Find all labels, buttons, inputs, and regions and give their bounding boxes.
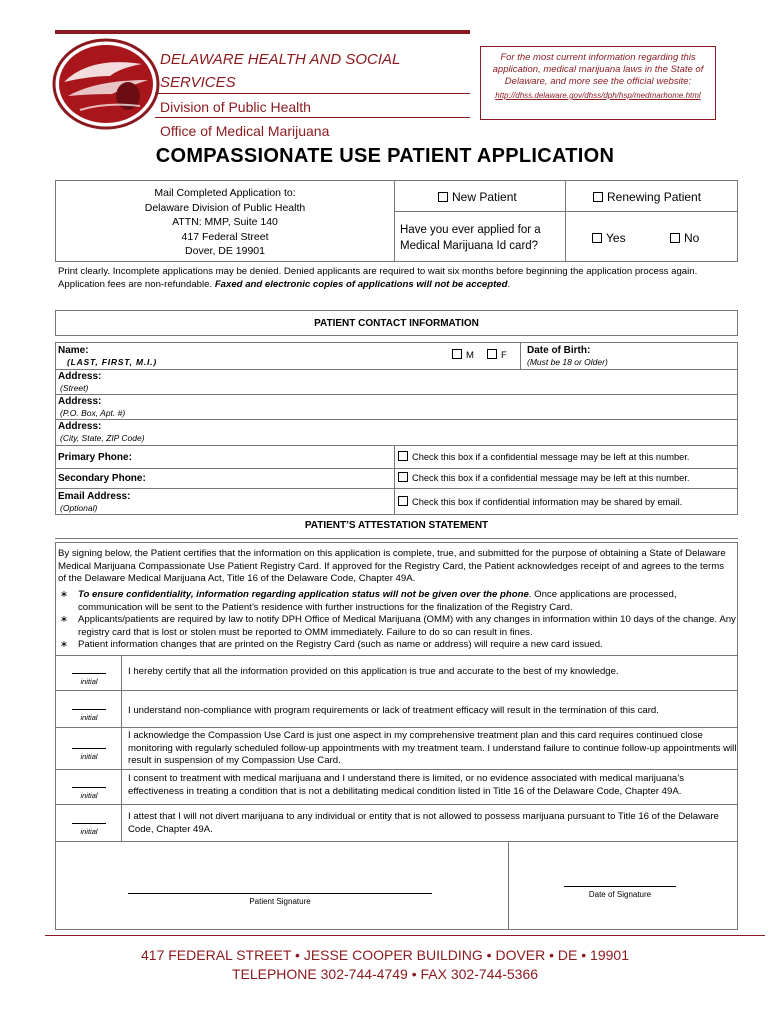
- bullet-1-bold: To ensure confidentiality, information regarding application status will not be given over the phone: [78, 589, 529, 600]
- attestation-bullet-3: ∗ Patient information changes that are printed on the Registry Card (such as name or address) will require a new card issued.: [60, 639, 603, 650]
- notice-text: Print clearly. Incomplete applications may be denied. Denied applicants are required to wait six months before beginning the application process again. Application fees are non-refundable.: [58, 266, 698, 290]
- initial-label-1: initial: [80, 677, 98, 686]
- name-hint: (LAST, FIRST, M.I.): [67, 357, 157, 367]
- signature-date-line[interactable]: [564, 886, 676, 887]
- mail-line1: Mail Completed Application to:: [154, 187, 296, 199]
- applied-no-label: No: [684, 231, 700, 245]
- address-label-1: Address:: [58, 371, 102, 382]
- male-label: M: [466, 350, 474, 361]
- website-info-box: [480, 46, 716, 120]
- address-city-cell[interactable]: [55, 419, 738, 446]
- city-hint: (City, State, ZIP Code): [60, 433, 145, 443]
- initial-label-4: initial: [80, 791, 98, 800]
- signature-date-label: Date of Signature: [588, 890, 652, 899]
- primary-phone-confidential[interactable]: [398, 451, 690, 462]
- renewing-patient-option[interactable]: [593, 190, 701, 204]
- agency-name-line2: SERVICES: [160, 74, 236, 91]
- header-rule-2: [155, 117, 470, 118]
- statement-rule-4: [55, 804, 738, 805]
- notice-end: .: [507, 278, 511, 290]
- dob-hint: (Must be 18 or Older): [527, 357, 608, 367]
- address-label-2: Address:: [58, 396, 102, 407]
- email-confidential-checkbox[interactable]: [398, 496, 408, 506]
- applied-no-option[interactable]: [670, 231, 699, 245]
- initial-field-3[interactable]: [72, 748, 106, 749]
- attestation-intro: By signing below, the Patient certifies that the information on this application is complete, true, and submitted for the purpose of obtaining a State of Delaware Medical Marijuana Compassionate Use Patient Registry Card. If approved for the Registry Card, the Patient acknowledges receipt of and agrees to the terms of the Delaware Medical Marijuana Act, Title 16 of the Delaware Code, Chapter 49A.: [58, 548, 726, 584]
- statement-5: I attest that I will not divert marijuana to any individual or entity that is not allowed to possess marijuana pursuant to Title 16 of the Delaware Code, Chapter 49A.: [128, 811, 719, 835]
- renewing-patient-checkbox[interactable]: [593, 192, 603, 202]
- footer-address: 417 FEDERAL STREET • JESSE COOPER BUILDING • DOVER • DE • 19901: [141, 947, 629, 963]
- sex-male-option[interactable]: [452, 349, 474, 361]
- female-checkbox[interactable]: [487, 349, 497, 359]
- attestation-heading-rule: [55, 538, 738, 539]
- email-confidential-label: Check this box if confidential information may be shared by email.: [412, 497, 683, 507]
- statement-4: I consent to treatment with medical marijuana and I understand there is limited, or no evidence associated with medical marijuana’s effectiveness in treating a condition that is not a debilitating medical condition listed in Title 16 of the Delaware Code, Chapter 49A.: [128, 773, 685, 797]
- address-street-cell[interactable]: [55, 369, 738, 395]
- applied-yes-label: Yes: [606, 231, 626, 245]
- attestation-bullet-1: ∗ To ensure confidentiality, information regarding application status will not be given over the phone. Once applications are processed, communication will be sent to the Patient’s residence with further instructions for the finalization of the Registry Card.: [60, 589, 677, 613]
- notice-no-fax: Faxed and electronic copies of applications will not be accepted: [214, 278, 508, 290]
- initial-field-4[interactable]: [72, 787, 106, 788]
- sex-female-option[interactable]: [487, 349, 507, 361]
- address-pobox-cell[interactable]: [55, 394, 738, 420]
- secondary-phone-confidential-checkbox[interactable]: [398, 472, 408, 482]
- statement-3: I acknowledge the Compassion Use Card is just one aspect in my comprehensive treatment plan and this card requires continued close monitoring with regularly scheduled follow-up appointments with my treatment team. I understand failure to continue follow-up appointments will result in suspension of my Compassion Use Card.: [128, 730, 737, 766]
- initial-field-5[interactable]: [72, 823, 106, 824]
- website-info-text: For the most current information regarding this application, medical marijuana laws in the State of Delaware, and more see the official website:: [492, 52, 704, 87]
- statement-1: I hereby certify that all the information provided on this application is true and accurate to the best of my knowledge.: [128, 666, 619, 677]
- street-hint: (Street): [60, 383, 89, 393]
- dhss-logo: [50, 36, 162, 132]
- secondary-phone-confidential[interactable]: [398, 472, 690, 483]
- statements-divider: [55, 655, 738, 656]
- statement-rule-2: [55, 727, 738, 728]
- new-patient-label: New Patient: [452, 190, 517, 204]
- office-name: Office of Medical Marijuana: [160, 123, 330, 139]
- male-checkbox[interactable]: [452, 349, 462, 359]
- email-hint: (Optional): [60, 503, 98, 513]
- header-top-bar: [55, 30, 470, 34]
- patient-signature-line[interactable]: [128, 893, 432, 894]
- website-link[interactable]: http://dhss.delaware.gov/dhss/dph/hsp/medmarhome.html: [495, 91, 701, 100]
- applied-yes-checkbox[interactable]: [592, 233, 602, 243]
- mail-line2: Delaware Division of Public Health: [144, 201, 306, 214]
- attestation-heading: PATIENT’S ATTESTATION STATEMENT: [304, 520, 489, 531]
- initial-label-2: initial: [80, 713, 98, 722]
- name-label: Name:: [58, 345, 89, 356]
- renewing-patient-label: Renewing Patient: [607, 190, 702, 204]
- dob-label: Date of Birth:: [527, 345, 591, 356]
- footer-phone: TELEPHONE 302-744-4749 • FAX 302-744-5366: [231, 966, 539, 982]
- primary-phone-confidential-checkbox[interactable]: [398, 451, 408, 461]
- statement-rule-1: [55, 690, 738, 691]
- new-patient-checkbox[interactable]: [438, 192, 448, 202]
- female-label: F: [501, 350, 507, 361]
- application-notice: [58, 266, 738, 291]
- attestation-bullet-2: ∗ Applicants/patients are required by law to notify DPH Office of Medical Marijuana (OMM) with any changes in information within 10 days of the change. Any registry card that is lost or stolen must be reported to OMM immediately. Failure to do so can result in fines.: [60, 614, 736, 638]
- bullet-2-text: Applicants/patients are required by law to notify DPH Office of Medical Marijuana (OMM) with any changes in information within 10 days of the change. Any registry card that is lost or stolen must be reported to OMM immediately. Failure to do so can result in fines.: [78, 614, 736, 638]
- bullet-3-text: Patient information changes that are printed on the Registry Card (such as name or address) will require a new card issued.: [78, 639, 603, 650]
- applied-before-question: Have you ever applied for a Medical Marijuana Id card?: [400, 224, 541, 252]
- address-label-3: Address:: [58, 421, 102, 432]
- patient-signature-label: Patient Signature: [249, 897, 311, 906]
- applied-yes-option[interactable]: [592, 231, 626, 245]
- bullet-1-rest: . Once applications are processed, communication will be sent to the Patient’s residence with further instructions for the finalization of the Registry Card.: [78, 589, 677, 613]
- mail-line4: 417 Federal Street: [181, 230, 269, 243]
- statement-2: I understand non-compliance with program requirements or lack of treatment efficacy will result in the termination of this card.: [128, 705, 659, 716]
- primary-phone-label: Primary Phone:: [58, 452, 132, 463]
- statement-rule-5: [55, 841, 738, 842]
- applied-no-checkbox[interactable]: [670, 233, 680, 243]
- initial-label-5: initial: [80, 827, 98, 836]
- mail-line5: Dover, DE 19901: [185, 245, 265, 257]
- footer-rule: [45, 935, 765, 936]
- statement-rule-3: [55, 769, 738, 770]
- initial-field-1[interactable]: [72, 673, 106, 674]
- new-patient-option[interactable]: [438, 190, 517, 204]
- primary-phone-confidential-label: Check this box if a confidential message may be left at this number.: [412, 452, 690, 462]
- contact-heading: PATIENT CONTACT INFORMATION: [314, 318, 479, 329]
- yes-no-cell: [565, 211, 738, 262]
- email-confidential[interactable]: [398, 496, 682, 507]
- secondary-phone-confidential-label: Check this box if a confidential message may be left at this number.: [412, 473, 690, 483]
- mail-address: [55, 186, 395, 259]
- pobox-hint: (P.O. Box, Apt. #): [60, 408, 126, 418]
- division-name: Division of Public Health: [160, 99, 311, 115]
- mail-line3: ATTN: MMP, Suite 140: [172, 216, 278, 228]
- header-rule-1: [155, 93, 470, 94]
- initial-field-2[interactable]: [72, 709, 106, 710]
- agency-name-line1: DELAWARE HEALTH AND SOCIAL: [160, 51, 401, 68]
- initial-label-3: initial: [80, 752, 98, 761]
- form-title: COMPASSIONATE USE PATIENT APPLICATION: [155, 145, 615, 167]
- initials-column-divider: [121, 655, 122, 841]
- email-label: Email Address:: [58, 491, 131, 502]
- signature-divider: [508, 841, 509, 930]
- secondary-phone-label: Secondary Phone:: [58, 473, 146, 484]
